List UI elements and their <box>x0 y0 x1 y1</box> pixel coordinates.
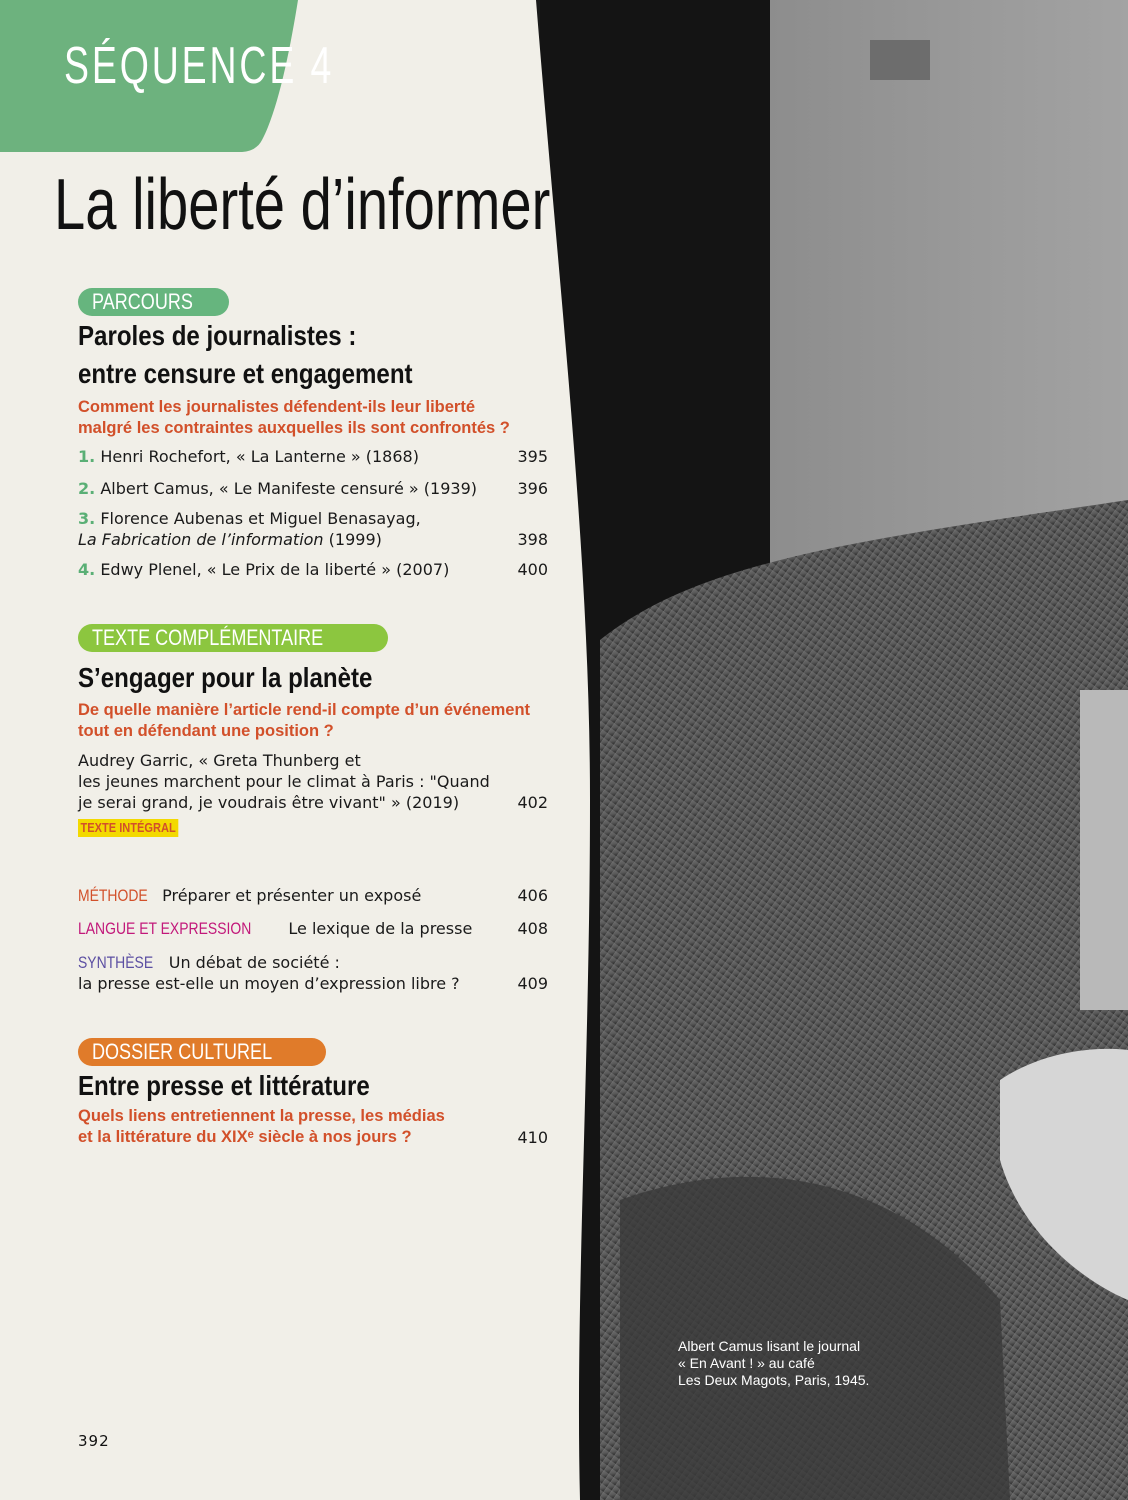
page-title: La liberté d’informer <box>54 165 551 245</box>
parcours-item-1[interactable]: 1. Henri Rochefort, « La Lanterne » (1868) 395 <box>78 447 548 466</box>
page-ref: 400 <box>517 560 548 579</box>
page-ref: 395 <box>517 447 548 466</box>
page-ref: 409 <box>517 974 548 993</box>
page-ref: 398 <box>517 530 548 549</box>
parcours-question-line2: malgré les contraintes auxquelles ils sont confrontés ? <box>78 419 510 437</box>
texte-integral-badge: TEXTE INTÉGRAL <box>78 819 178 837</box>
dossier-entry[interactable]: Quels liens entretiennent la presse, les médias et la littérature du XIXᵉ siècle à nos jours ? 410 <box>78 1107 548 1147</box>
dossier-title: Entre presse et littérature <box>78 1070 370 1101</box>
parcours-question-line1: Comment les journalistes défendent-ils leur liberté <box>78 398 476 416</box>
rubric-synthese[interactable]: SYNTHÈSE Un débat de société : la presse est-elle un moyen d’expression libre ? 409 <box>78 953 548 993</box>
page-ref: 406 <box>517 886 548 905</box>
rubric-langue[interactable]: LANGUE ET EXPRESSION Le lexique de la presse 408 <box>78 919 548 938</box>
complementaire-entry[interactable]: Audrey Garric, « Greta Thunberg et les jeunes marchent pour le climat à Paris : "Quand je serai grand, je voudrais être vivant" » (2019) 402 <box>78 751 548 812</box>
page-ref: 408 <box>517 919 548 938</box>
parcours-title-line2: entre censure et engagement <box>78 358 413 389</box>
photo-caption: Albert Camus lisant le journal « En Avant ! » au café Les Deux Magots, Paris, 1945. <box>678 1338 870 1388</box>
page-ref: 396 <box>517 479 548 498</box>
page-ref: 402 <box>517 793 548 812</box>
page-ref: 410 <box>517 1128 548 1147</box>
complementaire-question-line1: De quelle manière l’article rend-il compte d’un événement <box>78 701 531 719</box>
page-number: 392 <box>78 1432 110 1450</box>
parcours-title-line1: Paroles de journalistes : <box>78 320 357 351</box>
parcours-item-2[interactable]: 2. Albert Camus, « Le Manifeste censuré » (1939) 396 <box>78 479 548 498</box>
sequence-label: SÉQUENCE 4 <box>64 37 335 95</box>
complementaire-question-line2: tout en défendant une position ? <box>78 722 334 740</box>
parcours-item-4[interactable]: 4. Edwy Plenel, « Le Prix de la liberté » (2007) 400 <box>78 560 548 579</box>
complementaire-tag: TEXTE COMPLÉMENTAIRE <box>78 624 388 652</box>
parcours-item-3[interactable]: 3. Florence Aubenas et Miguel Benasayag, La Fabrication de l’information (1999) 398 <box>78 509 548 549</box>
dossier-tag: DOSSIER CULTUREL <box>78 1038 326 1066</box>
complementaire-title: S’engager pour la planète <box>78 662 373 693</box>
rubric-methode[interactable]: MÉTHODE Préparer et présenter un exposé 406 <box>78 886 548 905</box>
parcours-tag: PARCOURS <box>78 288 229 316</box>
